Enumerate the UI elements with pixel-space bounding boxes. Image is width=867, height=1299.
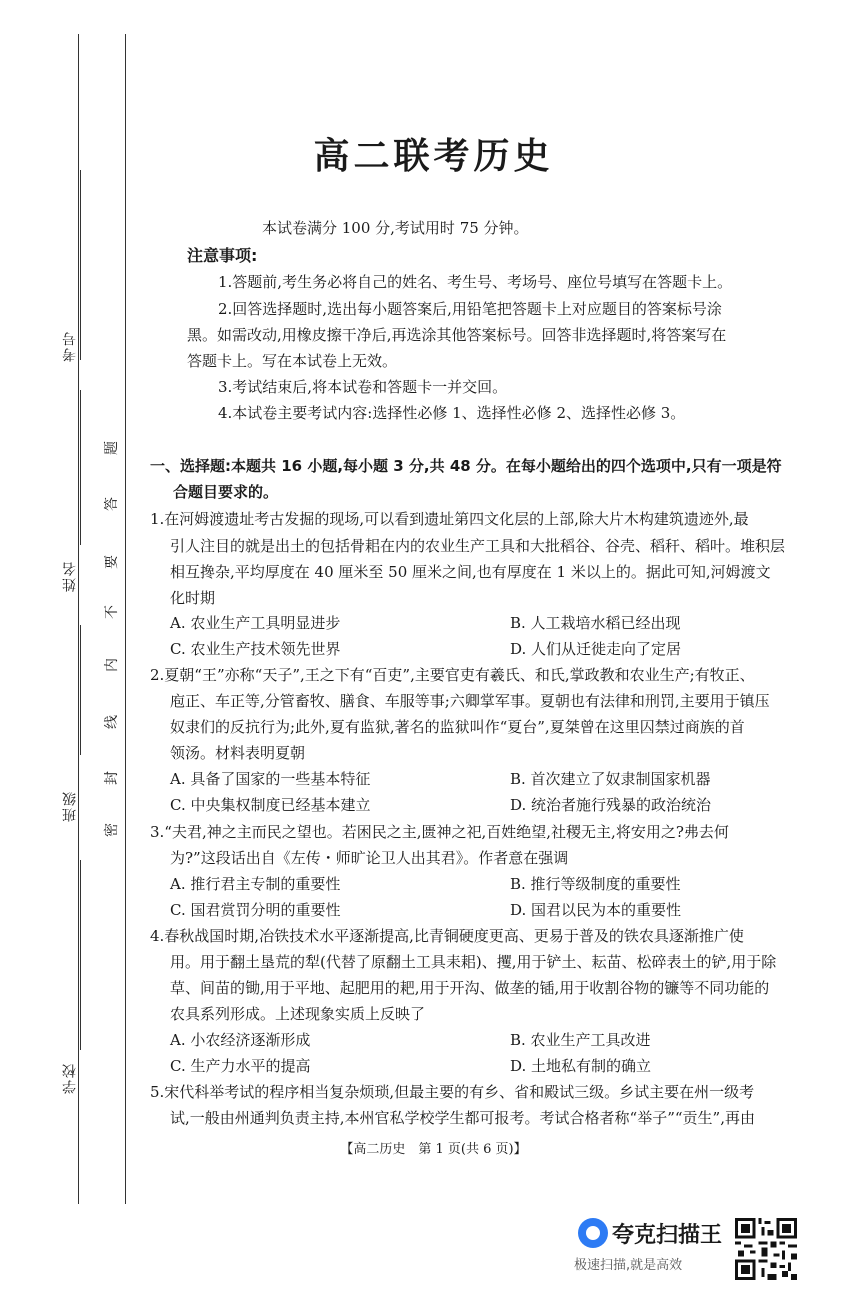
- exam-intro: 本试卷满分 100 分,考试用时 75 分钟。: [262, 219, 529, 237]
- question-2-option-c: C. 中央集权制度已经基本建立: [170, 796, 371, 814]
- notice-line: 2.回答选择题时,选出每小题答案后,用铅笔把答题卡上对应题目的答案标号涂: [218, 300, 722, 318]
- brand-slogan: 极速扫描,就是高效: [574, 1258, 683, 1273]
- school-label: 学校: [62, 1062, 78, 1094]
- section-heading-cont: 合题目要求的。: [173, 483, 279, 501]
- question-3-option-d: D. 国君以民为本的重要性: [510, 901, 682, 919]
- question-3-stem: 3.“夫君,神之主而民之望也。若困民之主,匮神之祀,百姓绝望,社稷无主,将安用之?弗去何: [150, 823, 729, 841]
- question-2-option-b: B. 首次建立了奴隶制国家机器: [510, 770, 711, 788]
- seal-char: 答: [104, 497, 120, 511]
- question-4-option-b: B. 农业生产工具改进: [510, 1031, 651, 1049]
- notice-line: 黑。如需改动,用橡皮擦干净后,再选涂其他答案标号。回答非选择题时,将答案写在: [187, 326, 727, 344]
- question-2-stem: 2.夏朝“王”亦称“天子”,王之下有“百吏”,主要官吏有羲氏、和氏,掌政教和农业生产;有牧正、: [150, 666, 755, 684]
- question-4-option-c: C. 生产力水平的提高: [170, 1057, 311, 1075]
- question-1-stem: 相互搀杂,平均厚度在 40 厘米至 50 厘米之间,也有厚度在 1 米以上的。据此可知,河姆渡文: [170, 563, 771, 581]
- question-2-option-a: A. 具备了国家的一些基本特征: [170, 770, 371, 788]
- seal-char: 封: [104, 771, 120, 785]
- question-1-stem: 引人注目的就是出土的包括骨耜在内的农业生产工具和大批稻谷、谷壳、稻秆、稻叶。堆积层: [170, 537, 786, 555]
- section-heading: 一、选择题:本题共 16 小题,每小题 3 分,共 48 分。在每小题给出的四个选项中,只有一项是符: [150, 457, 782, 475]
- question-1-option-c: C. 农业生产技术领先世界: [170, 640, 341, 658]
- qr-code-icon: [735, 1218, 797, 1280]
- brand-name: 夸克扫描王: [612, 1223, 723, 1248]
- question-2-stem: 奴隶们的反抗行为;此外,夏有监狱,著名的监狱叫作“夏台”,夏桀曾在这里囚禁过商族的首: [170, 718, 745, 736]
- notice-line: 3.考试结束后,将本试卷和答题卡一并交回。: [218, 378, 508, 396]
- question-2-stem: 领汤。材料表明夏朝: [170, 744, 306, 762]
- question-3-option-b: B. 推行等级制度的重要性: [510, 875, 681, 893]
- notice-heading: 注意事项:: [187, 246, 258, 265]
- question-1-stem: 化时期: [170, 589, 216, 607]
- notice-line: 1.答题前,考生务必将自己的姓名、考生号、考场号、座位号填写在答题卡上。: [218, 273, 733, 291]
- question-5-stem: 5.宋代科举考试的程序相当复杂烦琐,但最主要的有乡、省和殿试三级。乡试主要在州一级考: [150, 1083, 755, 1101]
- question-2-stem: 庖正、车正等,分管畜牧、膳食、车服等事;六卿掌军事。夏朝也有法律和刑罚,主要用于镇压: [170, 692, 770, 710]
- seal-char: 线: [104, 715, 120, 729]
- seal-char: 密: [104, 823, 120, 837]
- question-3-option-a: A. 推行君主专制的重要性: [170, 875, 341, 893]
- question-4-stem: 草、间苗的锄,用于平地、起肥用的耙,用于开沟、做垄的锸,用于收割谷物的镰等不同功能的: [170, 979, 770, 997]
- question-5-stem: 试,一般由州通判负责主持,本州官私学校学生都可报考。考试合格者称“举子”“贡生”,再由: [170, 1109, 755, 1127]
- binding-line-inner: [125, 34, 126, 1204]
- page-title: 高二联考历史: [313, 136, 554, 177]
- quark-logo-icon: [578, 1218, 608, 1248]
- seal-char: 题: [104, 441, 120, 455]
- question-4-stem: 农具系列形成。上述现象实质上反映了: [170, 1005, 426, 1023]
- question-1-option-b: B. 人工栽培水稻已经出现: [510, 614, 681, 632]
- seal-char: 不: [104, 605, 120, 619]
- school-underline: [80, 860, 81, 1050]
- binding-line-outer: [78, 34, 79, 1204]
- class-underline: [80, 625, 81, 755]
- class-label: 班级: [62, 790, 78, 822]
- question-1-option-a: A. 农业生产工具明显进步: [170, 614, 341, 632]
- notice-line: 4.本试卷主要考试内容:选择性必修 1、选择性必修 2、选择性必修 3。: [218, 404, 686, 422]
- exam-no-underline: [80, 170, 81, 360]
- question-1-stem: 1.在河姆渡遗址考古发掘的现场,可以看到遗址第四文化层的上部,除大片木构建筑遗迹外,最: [150, 510, 749, 528]
- question-2-option-d: D. 统治者施行残暴的政治统治: [510, 796, 712, 814]
- question-4-option-d: D. 土地私有制的确立: [510, 1057, 652, 1075]
- question-4-stem: 用。用于翻土垦荒的犁(代替了原翻土工具耒耜)、攫,用于铲土、耘苗、松碎表土的铲,用于除: [170, 953, 777, 971]
- page-footer: 【高二历史 第 1 页(共 6 页)】: [340, 1142, 527, 1157]
- seal-char: 要: [104, 555, 120, 569]
- question-3-option-c: C. 国君赏罚分明的重要性: [170, 901, 341, 919]
- exam-no-label: 考号: [62, 330, 78, 362]
- question-1-option-d: D. 人们从迁徙走向了定居: [510, 640, 682, 658]
- name-label: 姓名: [62, 560, 78, 592]
- notice-line: 答题卡上。写在本试卷上无效。: [187, 352, 398, 370]
- question-4-stem: 4.春秋战国时期,冶铁技术水平逐渐提高,比青铜硬度更高、更易于普及的铁农具逐渐推广使: [150, 927, 744, 945]
- question-4-option-a: A. 小农经济逐渐形成: [170, 1031, 311, 1049]
- name-underline: [80, 390, 81, 545]
- seal-char: 内: [104, 658, 120, 672]
- question-3-stem: 为?”这段话出自《左传・师旷论卫人出其君》。作者意在强调: [170, 849, 569, 867]
